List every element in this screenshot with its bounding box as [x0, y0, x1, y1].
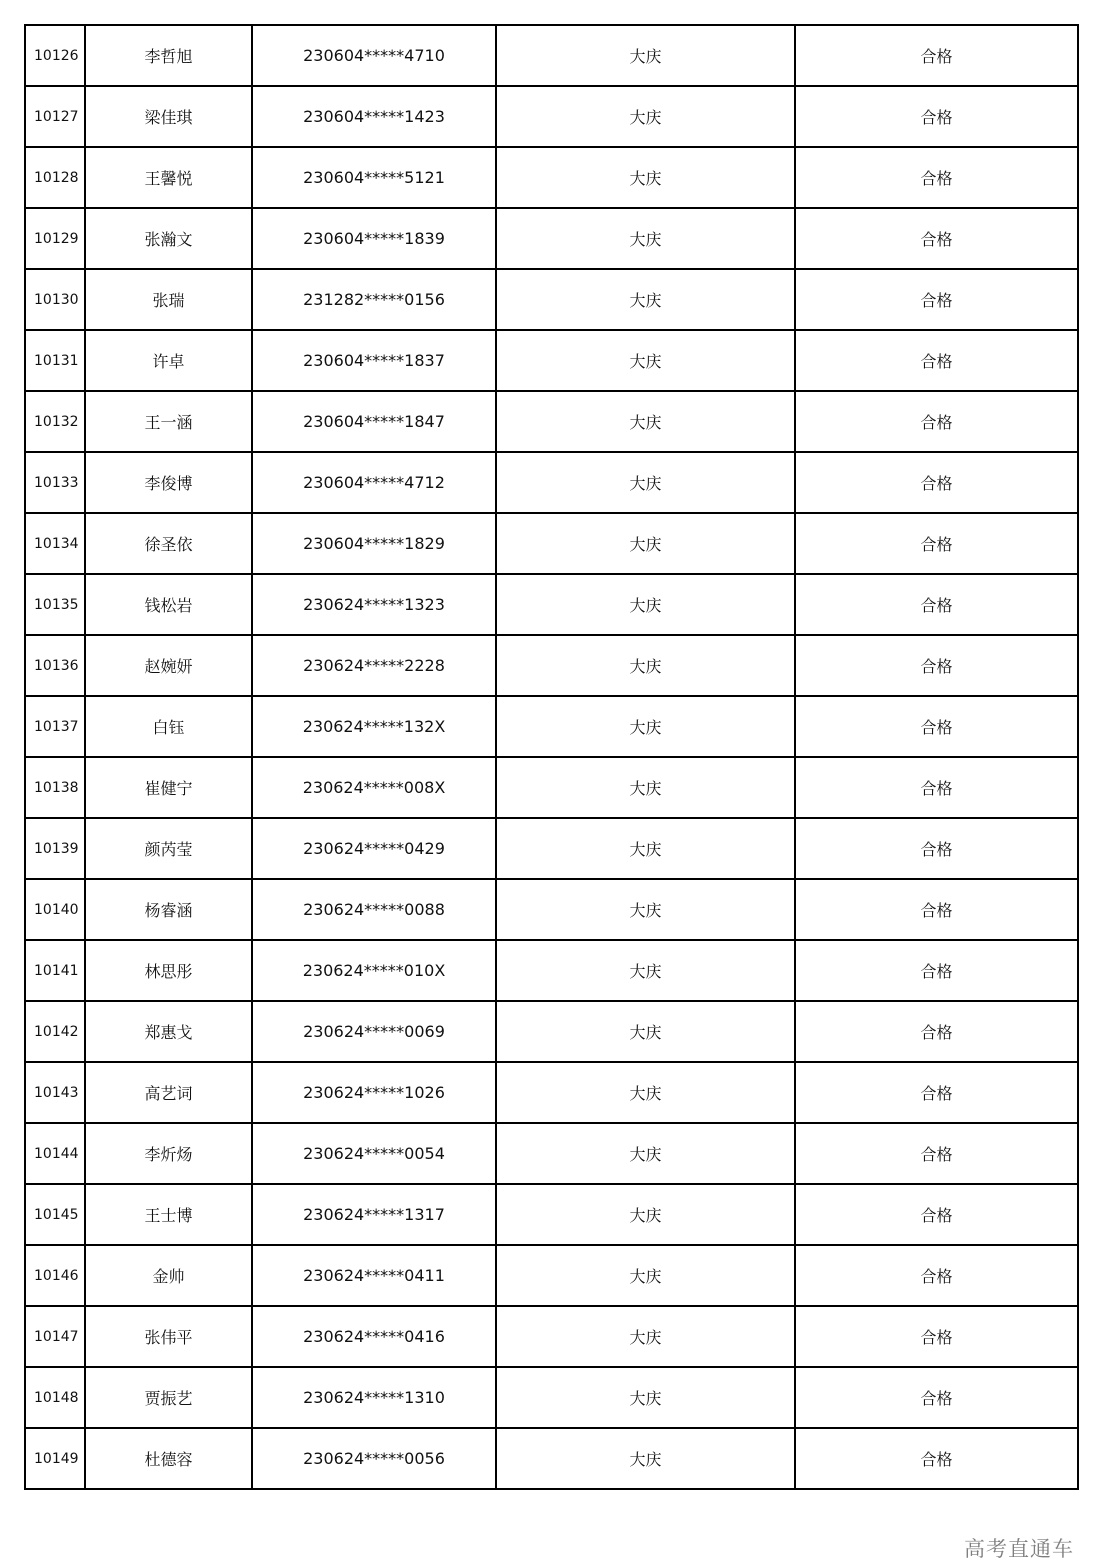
result-cell: 合格 [795, 1306, 1078, 1367]
city-cell: 大庆 [496, 330, 795, 391]
sequence-number-cell: 10130 [25, 269, 85, 330]
id-number-cell: 230604*****4712 [252, 452, 496, 513]
table-row [25, 818, 1078, 879]
candidate-name-cell: 徐圣依 [85, 513, 252, 574]
table-row [25, 1428, 1078, 1489]
id-number-cell: 230624*****008X [252, 757, 496, 818]
id-number-cell: 230624*****1323 [252, 574, 496, 635]
city-cell: 大庆 [496, 1001, 795, 1062]
sequence-number-cell: 10140 [25, 879, 85, 940]
id-number-cell: 230604*****5121 [252, 147, 496, 208]
candidate-name-cell: 杨睿涵 [85, 879, 252, 940]
sequence-number-cell: 10135 [25, 574, 85, 635]
candidate-name-cell: 郑惠戈 [85, 1001, 252, 1062]
table-row [25, 696, 1078, 757]
city-cell: 大庆 [496, 879, 795, 940]
sequence-number-cell: 10145 [25, 1184, 85, 1245]
city-cell: 大庆 [496, 1184, 795, 1245]
table-row [25, 1062, 1078, 1123]
sequence-number-cell: 10148 [25, 1367, 85, 1428]
id-number-cell: 230604*****1829 [252, 513, 496, 574]
id-number-cell: 230604*****4710 [252, 25, 496, 86]
city-cell: 大庆 [496, 1428, 795, 1489]
city-cell: 大庆 [496, 25, 795, 86]
city-cell: 大庆 [496, 391, 795, 452]
candidate-name-cell: 赵婉妍 [85, 635, 252, 696]
result-cell: 合格 [795, 330, 1078, 391]
id-number-cell: 230624*****0088 [252, 879, 496, 940]
sequence-number-cell: 10149 [25, 1428, 85, 1489]
candidate-name-cell: 梁佳琪 [85, 86, 252, 147]
id-number-cell: 230604*****1423 [252, 86, 496, 147]
city-cell: 大庆 [496, 86, 795, 147]
city-cell: 大庆 [496, 452, 795, 513]
candidate-name-cell: 高艺词 [85, 1062, 252, 1123]
candidate-name-cell: 许卓 [85, 330, 252, 391]
result-cell: 合格 [795, 1428, 1078, 1489]
result-cell: 合格 [795, 1062, 1078, 1123]
table-row [25, 757, 1078, 818]
city-cell: 大庆 [496, 1367, 795, 1428]
city-cell: 大庆 [496, 696, 795, 757]
id-number-cell: 230624*****1310 [252, 1367, 496, 1428]
sequence-number-cell: 10129 [25, 208, 85, 269]
result-cell: 合格 [795, 879, 1078, 940]
city-cell: 大庆 [496, 574, 795, 635]
candidate-name-cell: 张伟平 [85, 1306, 252, 1367]
result-cell: 合格 [795, 513, 1078, 574]
result-cell: 合格 [795, 574, 1078, 635]
table-row [25, 86, 1078, 147]
table-row [25, 940, 1078, 1001]
table-row [25, 208, 1078, 269]
candidate-name-cell: 李炘炀 [85, 1123, 252, 1184]
sequence-number-cell: 10139 [25, 818, 85, 879]
table-row [25, 1306, 1078, 1367]
city-cell: 大庆 [496, 1306, 795, 1367]
sequence-number-cell: 10144 [25, 1123, 85, 1184]
city-cell: 大庆 [496, 1245, 795, 1306]
candidate-name-cell: 林思彤 [85, 940, 252, 1001]
id-number-cell: 230624*****010X [252, 940, 496, 1001]
table-row [25, 391, 1078, 452]
sequence-number-cell: 10143 [25, 1062, 85, 1123]
table-row [25, 1367, 1078, 1428]
id-number-cell: 230624*****1317 [252, 1184, 496, 1245]
id-number-cell: 230624*****0056 [252, 1428, 496, 1489]
results-table [24, 24, 1079, 1490]
result-cell: 合格 [795, 757, 1078, 818]
result-cell: 合格 [795, 1367, 1078, 1428]
sequence-number-cell: 10146 [25, 1245, 85, 1306]
sequence-number-cell: 10147 [25, 1306, 85, 1367]
city-cell: 大庆 [496, 1123, 795, 1184]
result-cell: 合格 [795, 147, 1078, 208]
sequence-number-cell: 10131 [25, 330, 85, 391]
result-cell: 合格 [795, 1184, 1078, 1245]
results-table-body [25, 25, 1078, 1489]
city-cell: 大庆 [496, 818, 795, 879]
candidate-name-cell: 崔健宁 [85, 757, 252, 818]
table-row [25, 147, 1078, 208]
city-cell: 大庆 [496, 147, 795, 208]
city-cell: 大庆 [496, 1062, 795, 1123]
id-number-cell: 230624*****0054 [252, 1123, 496, 1184]
id-number-cell: 230624*****0069 [252, 1001, 496, 1062]
sequence-number-cell: 10127 [25, 86, 85, 147]
sequence-number-cell: 10133 [25, 452, 85, 513]
id-number-cell: 230604*****1837 [252, 330, 496, 391]
candidate-name-cell: 李俊博 [85, 452, 252, 513]
table-row [25, 879, 1078, 940]
table-row [25, 25, 1078, 86]
candidate-name-cell: 李哲旭 [85, 25, 252, 86]
candidate-name-cell: 白钰 [85, 696, 252, 757]
city-cell: 大庆 [496, 635, 795, 696]
sequence-number-cell: 10132 [25, 391, 85, 452]
result-cell: 合格 [795, 391, 1078, 452]
candidate-name-cell: 王士博 [85, 1184, 252, 1245]
sequence-number-cell: 10126 [25, 25, 85, 86]
city-cell: 大庆 [496, 269, 795, 330]
id-number-cell: 230624*****0416 [252, 1306, 496, 1367]
candidate-name-cell: 金帅 [85, 1245, 252, 1306]
table-row [25, 1001, 1078, 1062]
result-cell: 合格 [795, 1001, 1078, 1062]
result-cell: 合格 [795, 86, 1078, 147]
table-row [25, 1245, 1078, 1306]
id-number-cell: 231282*****0156 [252, 269, 496, 330]
candidate-name-cell: 钱松岩 [85, 574, 252, 635]
table-row [25, 1123, 1078, 1184]
candidate-name-cell: 张瀚文 [85, 208, 252, 269]
table-row [25, 269, 1078, 330]
candidate-name-cell: 王馨悦 [85, 147, 252, 208]
city-cell: 大庆 [496, 940, 795, 1001]
result-cell: 合格 [795, 818, 1078, 879]
candidate-name-cell: 王一涵 [85, 391, 252, 452]
id-number-cell: 230624*****132X [252, 696, 496, 757]
sequence-number-cell: 10142 [25, 1001, 85, 1062]
result-cell: 合格 [795, 452, 1078, 513]
candidate-name-cell: 颜芮莹 [85, 818, 252, 879]
city-cell: 大庆 [496, 208, 795, 269]
result-cell: 合格 [795, 269, 1078, 330]
result-cell: 合格 [795, 208, 1078, 269]
candidate-name-cell: 张瑞 [85, 269, 252, 330]
city-cell: 大庆 [496, 757, 795, 818]
sequence-number-cell: 10137 [25, 696, 85, 757]
sequence-number-cell: 10138 [25, 757, 85, 818]
id-number-cell: 230624*****0411 [252, 1245, 496, 1306]
candidate-name-cell: 贾振艺 [85, 1367, 252, 1428]
table-row [25, 635, 1078, 696]
id-number-cell: 230604*****1839 [252, 208, 496, 269]
result-cell: 合格 [795, 25, 1078, 86]
table-row [25, 1184, 1078, 1245]
table-row [25, 574, 1078, 635]
id-number-cell: 230604*****1847 [252, 391, 496, 452]
result-cell: 合格 [795, 940, 1078, 1001]
result-cell: 合格 [795, 1245, 1078, 1306]
sequence-number-cell: 10136 [25, 635, 85, 696]
id-number-cell: 230624*****0429 [252, 818, 496, 879]
city-cell: 大庆 [496, 513, 795, 574]
watermark-text: 高考直通车 [964, 1537, 1074, 1561]
id-number-cell: 230624*****1026 [252, 1062, 496, 1123]
table-row [25, 452, 1078, 513]
result-cell: 合格 [795, 1123, 1078, 1184]
result-cell: 合格 [795, 696, 1078, 757]
candidate-name-cell: 杜德容 [85, 1428, 252, 1489]
result-cell: 合格 [795, 635, 1078, 696]
id-number-cell: 230624*****2228 [252, 635, 496, 696]
table-row [25, 330, 1078, 391]
sequence-number-cell: 10141 [25, 940, 85, 1001]
table-row [25, 513, 1078, 574]
sequence-number-cell: 10134 [25, 513, 85, 574]
sequence-number-cell: 10128 [25, 147, 85, 208]
